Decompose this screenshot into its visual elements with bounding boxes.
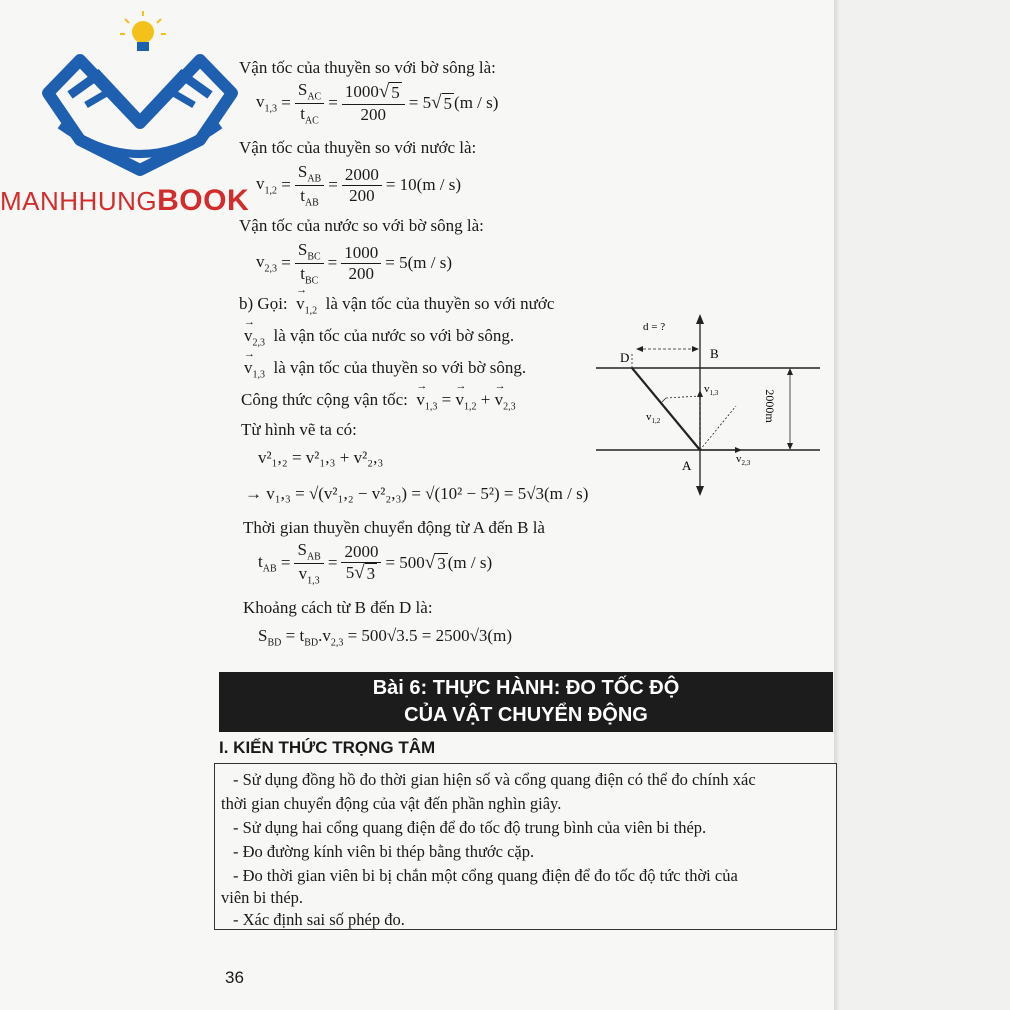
part-b-line-2: → $v_{2,3}$ là vận tốc của nước so với bờ sông. <box>244 326 514 348</box>
part-b-line-1: b) Gọi: → $v_{1,2}$ là vận tốc của thuyền so với nước <box>239 294 554 316</box>
pythagoras-equation: v²₁,₂ = v²₁,₃ + v²₂,₃ <box>258 448 384 467</box>
from-figure-label: Từ hình vẽ ta có: <box>241 420 357 439</box>
knowledge-item: - Sử dụng hai cổng quang điện để đo tốc độ trung bình của viên bi thép. <box>233 818 707 837</box>
knowledge-item: - Xác định sai số phép đo. <box>233 910 405 929</box>
d-label: d = ? <box>643 321 666 333</box>
key-knowledge-box <box>214 763 837 930</box>
river-width-label: 2000m <box>763 389 777 423</box>
equation-v12: $v_{1,2}$ = $\frac{S_{AB}}{t_{AB}}$ = $\frac{2000}{200}$ = 10(m / s) <box>256 162 462 209</box>
lesson-title-line-2: CỦA VẬT CHUYỂN ĐỘNG <box>404 704 648 726</box>
page-number: 36 <box>225 968 244 987</box>
v13-result-equation: → v₁,₃ = √(v²₁,₂ − v²₂,₃) = √(10² − 5²) = 5√3(m / s) <box>245 484 589 503</box>
point-b-label: B <box>710 346 719 361</box>
point-a-label: A <box>682 458 692 473</box>
brand-name <box>0 184 249 218</box>
knowledge-item: thời gian chuyển động của vật đến phần nghìn giây. <box>221 794 562 813</box>
knowledge-item: - Đo thời gian viên bi bị chắn một cổng quang điện để đo tốc độ tức thời của <box>233 866 738 885</box>
lesson-title-banner <box>219 672 833 732</box>
knowledge-item: - Sử dụng đồng hồ đo thời gian hiện số và cổng quang điện có thể đo chính xác <box>233 770 756 789</box>
solution-line-1: Vận tốc của thuyền so với bờ sông là: <box>239 58 496 77</box>
section-title: I. KIẾN THỨC TRỌNG TÂM <box>219 738 436 757</box>
river-crossing-diagram <box>590 310 830 500</box>
v23-label: $v_{2,3}$ <box>736 453 751 467</box>
lesson-title-line-1: Bài 6: THỰC HÀNH: ĐO TỐC ĐỘ <box>372 677 680 699</box>
solution-line-2: Vận tốc của thuyền so với nước là: <box>239 138 477 157</box>
brand-name-bold: BOOK <box>157 184 250 217</box>
knowledge-item: viên bi thép. <box>221 888 304 907</box>
point-d-label: D <box>620 350 630 365</box>
distance-label: Khoảng cách từ B đến D là: <box>243 598 433 617</box>
part-b-line-3: → $v_{1,3}$ là vận tốc của thuyền so với bờ sông. <box>244 358 526 380</box>
velocity-addition-formula: Công thức cộng vận tốc: → $v_{1,3}$ = → $v_{1,2}$ + → $v_{2,3}$ <box>241 390 516 412</box>
lightbulb-icon <box>120 11 166 51</box>
distance-equation: $S_{BD} = t_{BD}.v_{2,3} = 500√3.5 = 2500√3(m)$ <box>258 626 512 649</box>
solution-line-3: Vận tốc của nước so với bờ sông là: <box>239 216 484 235</box>
equation-v13: $v_{1,3}$ = $\frac{S_{AC}}{t_{AC}}$ = 1000 √ 5 200 = 5 √ 5 (m / s) <box>256 80 499 127</box>
book-logo-icon <box>40 5 250 180</box>
next-page-bleed <box>838 0 1010 1010</box>
equation-tab: $t_{AB}$ = $\frac{S_{AB}}{v_{1,3}}$ = 2000 5 √ 3 = 500 √ 3 (m / s) <box>258 540 493 587</box>
v13-label: $v_{1,3}$ <box>704 383 719 397</box>
v12-label: $v_{1,2}$ <box>646 411 661 425</box>
equation-v23: $v_{2,3}$ = $\frac{S_{BC}}{t_{BC}}$ = $\frac{1000}{200}$ = 5(m / s) <box>256 240 452 287</box>
brand-name-regular: MANHHUNG <box>0 186 158 216</box>
knowledge-item: - Đo đường kính viên bi thép bằng thước cặp. <box>233 842 535 861</box>
time-label: Thời gian thuyền chuyển động từ A đến B là <box>243 518 545 537</box>
boat-path <box>632 368 700 450</box>
